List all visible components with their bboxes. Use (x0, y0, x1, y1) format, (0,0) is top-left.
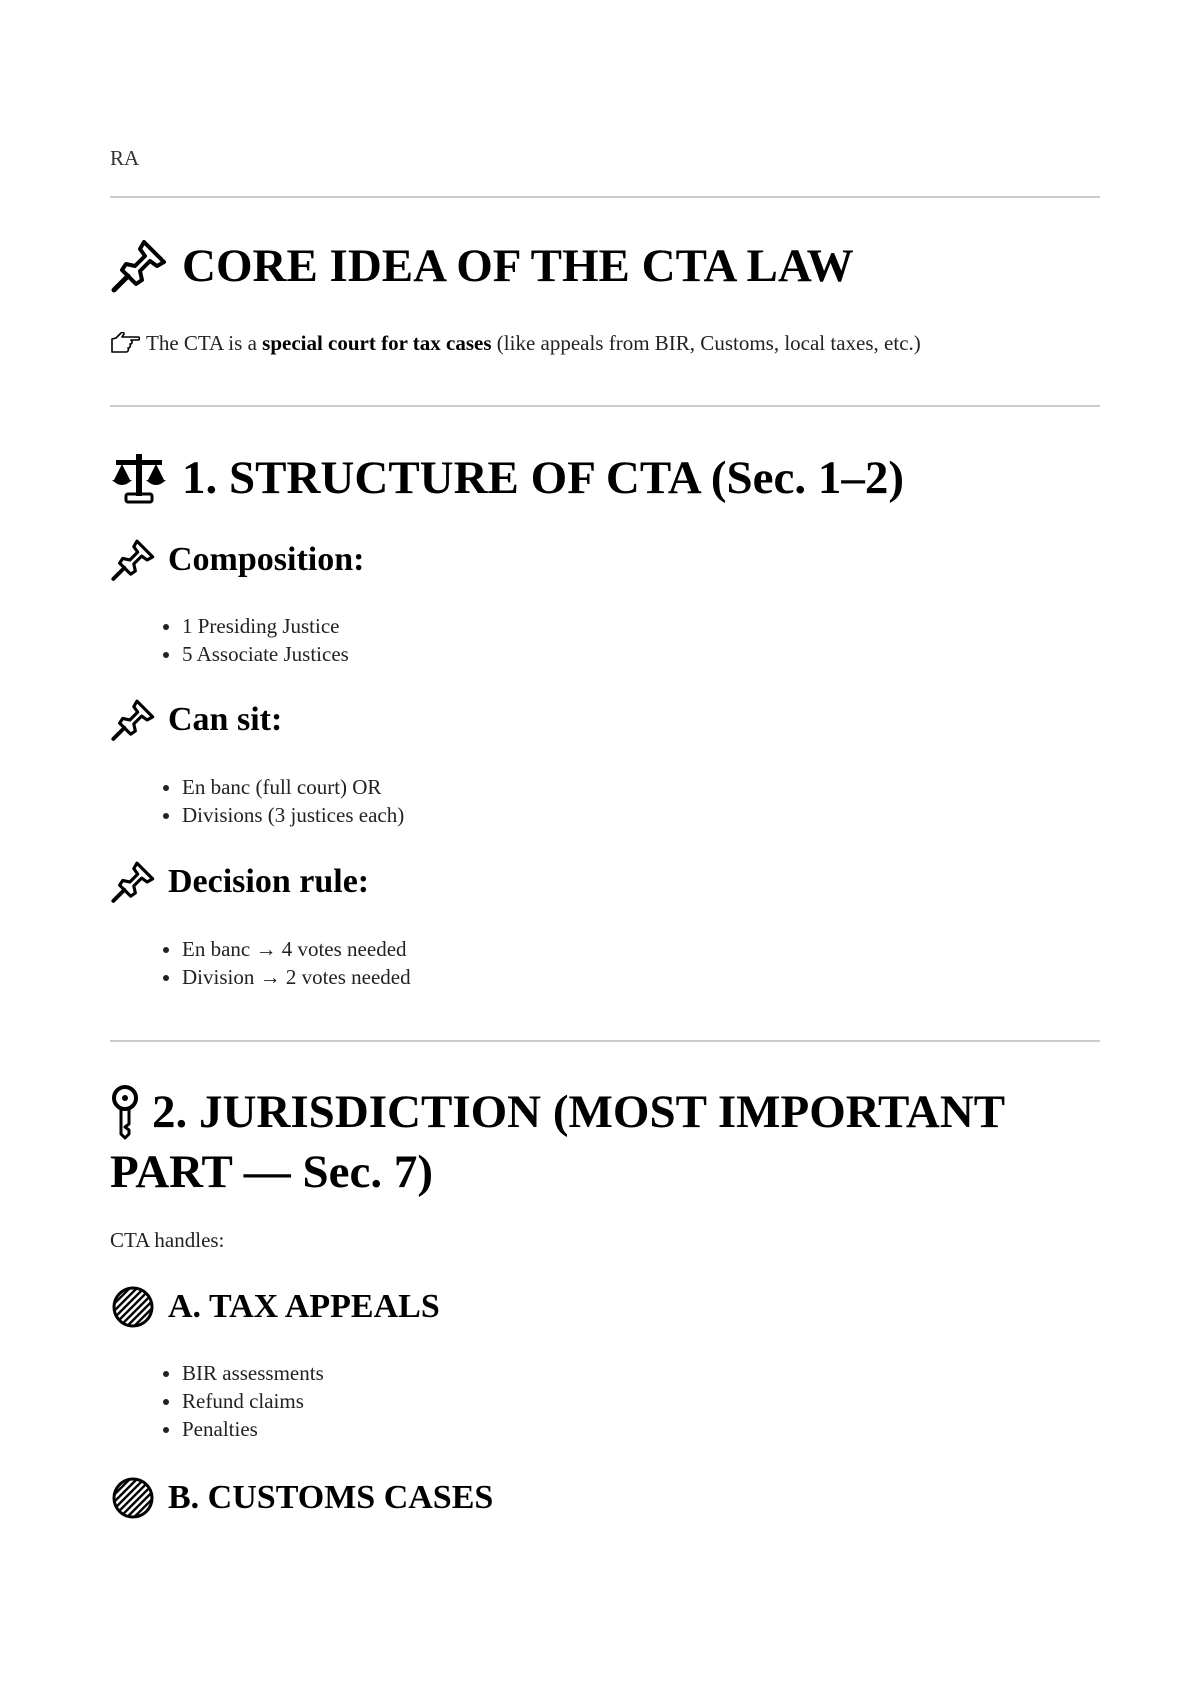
key-icon (110, 1084, 140, 1140)
decision-rule-list (110, 935, 411, 991)
structure-title: 1. STRUCTURE OF CTA (Sec. 1–2) (182, 452, 904, 504)
can-sit-list (110, 773, 404, 829)
core-title: CORE IDEA OF THE CTA LAW (182, 240, 854, 292)
list-item: • Divisions (3 justices each) (182, 801, 404, 829)
list-item: • BIR assessments (182, 1359, 324, 1387)
jurisdiction-intro: CTA handles: (110, 1228, 225, 1252)
list-item: • Penalties (182, 1415, 324, 1443)
divider (110, 405, 1100, 407)
list-item: • 5 Associate Justices (182, 640, 349, 668)
tax-appeals-heading (110, 1285, 440, 1329)
jurisdiction-title-line2: PART — Sec. 7) (110, 1146, 433, 1198)
pushpin-icon (110, 860, 156, 904)
tax-appeals-list (110, 1359, 324, 1443)
decision-rule-heading (110, 860, 369, 904)
pushpin-icon (110, 698, 156, 742)
can-sit-title: Can sit: (168, 701, 283, 738)
jurisdiction-title-line1: 2. JURISDICTION (MOST IMPORTANT (152, 1086, 1006, 1138)
composition-heading (110, 538, 364, 582)
scales-icon (110, 450, 168, 506)
tax-appeals-title: A. TAX APPEALS (168, 1288, 440, 1325)
can-sit-heading (110, 698, 282, 742)
pushpin-icon (110, 238, 168, 294)
divider (110, 196, 1100, 198)
header-label: RA (110, 146, 140, 170)
intro-text-post: (like appeals from BIR, Customs, local taxes, etc.) (491, 331, 921, 355)
core-intro (110, 329, 921, 357)
list-item: • En banc → 4 votes needed (182, 935, 411, 963)
core-heading (110, 236, 854, 296)
list-item: • Division → 2 votes needed (182, 963, 411, 991)
pushpin-icon (110, 538, 156, 582)
divider (110, 1040, 1100, 1042)
pointing-hand-icon (110, 332, 140, 354)
circle-icon (110, 1285, 156, 1329)
list-item: • Refund claims (182, 1387, 324, 1415)
composition-list (110, 612, 349, 668)
intro-text-pre: The CTA is a (146, 331, 263, 355)
list-item: • 1 Presiding Justice (182, 612, 349, 640)
structure-heading (110, 448, 904, 508)
composition-title: Composition: (168, 541, 365, 578)
jurisdiction-heading (110, 1082, 1100, 1202)
decision-rule-title: Decision rule: (168, 863, 370, 900)
customs-title: B. CUSTOMS CASES (168, 1479, 494, 1516)
circle-icon (110, 1476, 156, 1520)
intro-text-bold: special court for tax cases (262, 331, 492, 355)
customs-heading (110, 1476, 493, 1520)
list-item: • En banc (full court) OR (182, 773, 404, 801)
